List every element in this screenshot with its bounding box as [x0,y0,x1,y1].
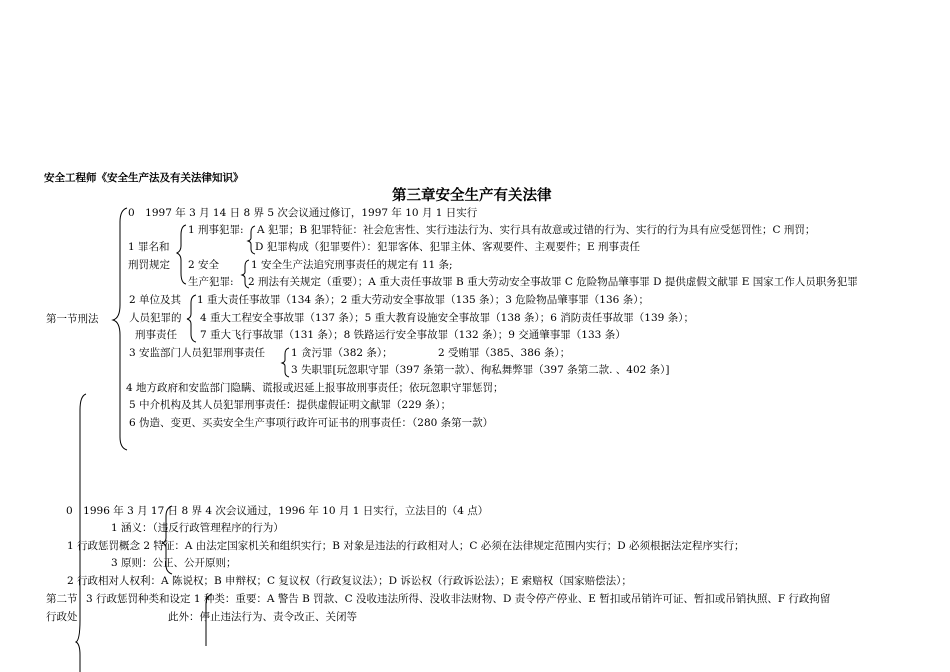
offense-a: A 犯罪；B 犯罪特征：社会危害性、实行违法行为、实行具有故意或过错的行为、实行的行为具有应受惩罚性；C 刑罚； [257,224,816,236]
section2-label-2: 行政处 [46,611,78,623]
supervisor-label: 3 安监部门人员犯罪刑事责任 [129,347,266,359]
item-4: 4 地方政府和安监部门隐瞒、谎报或迟延上报事故刑事责任；依玩忽职守罪惩罚； [126,382,504,394]
offense-brace [248,226,255,254]
supervisor-1: 1 贪污罪（382 条）； [291,347,393,359]
section2-meaning: 1 涵义：（违反行政管理程序的行为） [111,522,284,534]
section2-brace [76,394,86,672]
safety-rule-2: 2 刑法有关规定（重要）；A 重大责任事故罪 B 重大劳动安全事故罪 C 危险物品肇事罪 D 提供虚假文献罪 E 国家工作人员职务犯罪 [248,276,858,288]
document-header: 安全工程师《安全生产法及有关法律知识》 [44,172,244,184]
unit-label-2: 人员犯罪的 [129,312,182,324]
crime-label-2: 刑罚规定 [128,259,170,271]
criminal-offense: 1 刑事犯罪: [188,224,244,236]
supervisor-brace [282,348,289,377]
section1-brace [113,208,127,450]
safety-label-2: 生产犯罪: [188,276,234,288]
unit-row-3: 7 重大飞行事故罪（131 条）；8 铁路运行安全事故罪（132 条）；9 交通肇事罪（133 条） [200,329,626,341]
unit-row-2: 4 重大工程安全事故罪（137 条）；5 重大教育设施安全事故罪（138 条）；6 消防责任事故罪（139 条）； [200,312,694,324]
unit-row-1: 1 重大责任事故罪（134 条）；2 重大劳动安全事故罪（135 条）；3 危险物品肇事罪（136 条）； [197,294,649,306]
offense-d: D 犯罪构成（犯罪要件）：犯罪客体、犯罪主体、客观要件、主观要件；E 刑事责任 [255,241,641,253]
section2-types: 3 行政惩罚种类和设定 1 种类：重要：A 警告 B 罚款、C 没收违法所得、没收非法财物、D 责令停产停业、E 暂扣或吊销许可证、暂扣或吊销执照、F 行政拘留 [86,593,831,605]
supervisor-2: 2 受贿罪（385、386 条）； [438,347,571,359]
item-5: 5 中介机构及其人员犯罪刑事责任：提供虚假证明文献罪（229 条）； [129,399,452,411]
unit-brace [187,295,196,342]
crime-brace [177,225,186,284]
section1-label: 第一节刑法 [46,313,99,325]
crime-label-1: 1 罪名和 [128,241,170,253]
safety-label-1: 2 安全 [188,259,220,271]
section2-intro: 0 1996 年 3 月 17 日 8 界 4 次会议通过，1996 年 10 月 1 日实行，立法目的（4 点） [66,505,489,517]
unit-label-1: 2 单位及其 [129,294,182,306]
section2-concept: 1 行政惩罚概念 2 特征：A 由法定国家机关和组织实行；B 对象是违法的行政相对人；C 必须在法律规定范围内实行；D 必须根据法定程序实行； [67,540,745,552]
unit-label-3: 刑事责任 [135,329,177,341]
section2-other: 此外：停止违法行为、责令改正、关闭等 [168,611,357,623]
supervisor-3: 3 失职罪[玩忽职守罪（397 条第一款）、徇私舞弊罪（397 条第二款. 、402 条）] [291,364,670,376]
section1-intro: 0 1997 年 3 月 14 日 8 界 5 次会议通过修订，1997 年 10 月 1 日实行 [128,207,478,219]
section2-label-1: 第二节 [46,593,78,605]
safety-rule-1: 1 安全生产法追究刑事责任的规定有 11 条; [251,259,453,271]
chapter-title: 第三章安全生产有关法律 [392,188,552,204]
section2-rights: 2 行政相对人权利：A 陈说权；B 申辩权；C 复议权（行政复议法）；D 诉讼权（行政诉讼法）；E 索赔权（国家赔偿法）； [67,575,632,587]
section2-principle: 3 原则：公正、公开原则； [111,557,237,569]
item-6: 6 伪造、变更、买卖安全生产事项行政许可证书的刑事责任：（280 条第一款） [129,417,494,429]
